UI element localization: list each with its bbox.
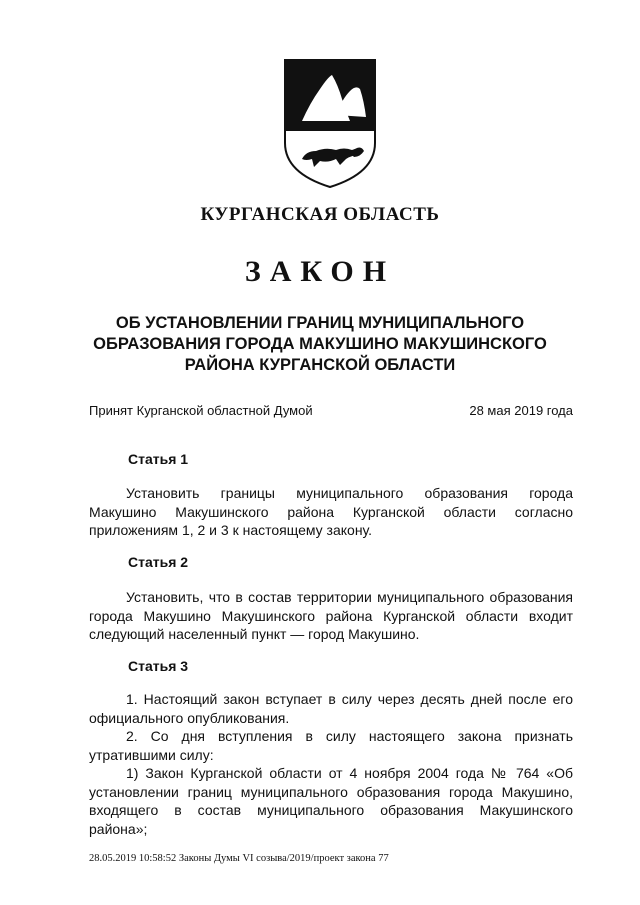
footer-file-path: 28.05.2019 10:58:52 Законы Думы VI созыва/2019/проект закона 77 — [89, 853, 389, 864]
article-2-text: Установить, что в состав территории муниципального образования города Макушино Макушинского района Курганской области входит следующий населенный пункт — город Макушино. — [89, 589, 573, 642]
article-3-heading: Статья 3 — [128, 658, 189, 674]
article-1-text: Установить границы муниципального образования города Макушино Макушинского района Курганской области согласно приложениям 1, 2 и 3 к настоящему закону. — [89, 485, 573, 538]
article-3-paragraph-1: 1. Настоящий закон вступает в силу через десять дней после его официального опубликования. — [89, 691, 573, 726]
article-3-paragraph-3: 1) Закон Курганской области от 4 ноября 2004 года № 764 «Об установлении границ муниципального образования города Макушино, входящего в состав муниципального образования Макушинского района»; — [89, 765, 573, 837]
coat-of-arms-icon — [280, 55, 380, 190]
article-3-paragraph-2: 2. Со дня вступления в силу настоящего закона признать утратившими силу: — [89, 728, 573, 763]
law-title: ОБ УСТАНОВЛЕНИИ ГРАНИЦ МУНИЦИПАЛЬНОГО ОБРАЗОВАНИЯ ГОРОДА МАКУШИНО МАКУШИНСКОГО РАЙОНА КУРГАНСКОЙ ОБЛАСТИ — [93, 314, 547, 374]
adoption-line — [89, 403, 573, 418]
region-name: КУРГАНСКАЯ ОБЛАСТЬ — [200, 204, 440, 225]
adoption-body: Принят Курганской областной Думой — [89, 403, 313, 418]
article-1-heading: Статья 1 — [128, 451, 189, 467]
document-type: ЗАКОН — [244, 255, 396, 288]
article-2-heading: Статья 2 — [128, 554, 189, 570]
adoption-date: 28 мая 2019 года — [469, 403, 573, 418]
